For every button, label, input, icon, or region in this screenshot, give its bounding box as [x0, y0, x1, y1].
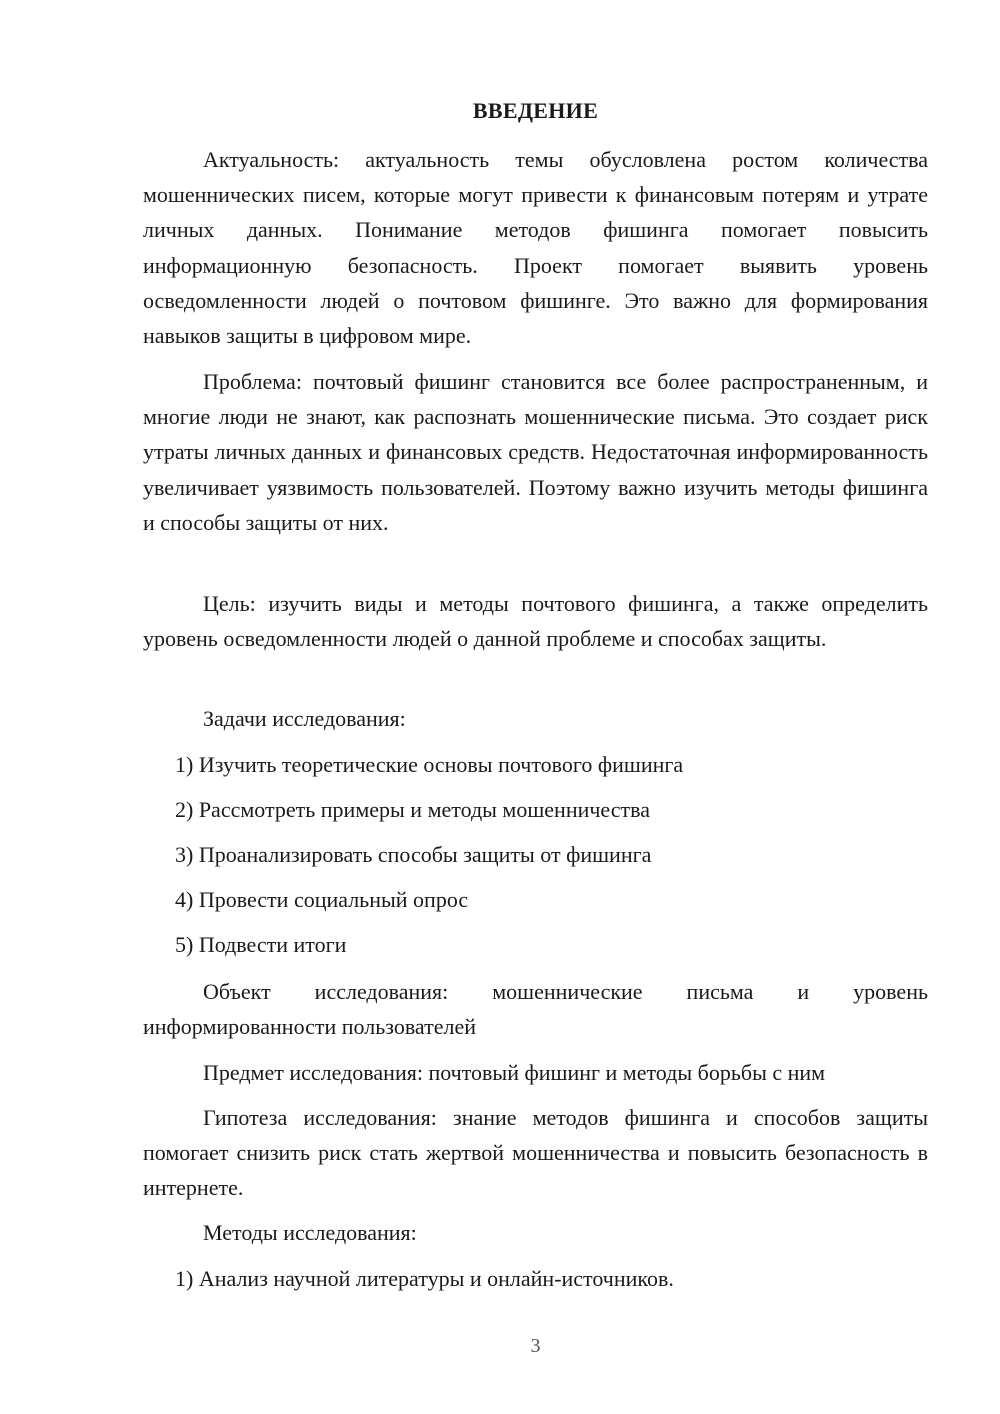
document-page	[143, 0, 928, 1414]
method-item: 1) Анализ научной литературы и онлайн-источников.	[175, 1266, 674, 1291]
page-number: 3	[530, 1335, 541, 1357]
hypothesis-paragraph: Гипотеза исследования: знание методов фишинга и способов защиты помогает снизить риск стать жертвой мошенничества и повысить безопасность в интернете.	[143, 1105, 928, 1201]
relevance-paragraph: Актуальность: актуальность темы обусловлена ростом количества мошеннических писем, которые могут привести к финансовым потерям и утрате личных данных. Понимание методов фишинга помогает повысить информационную безопасность. Проект помогает выявить уровень осведомленности людей о почтовом фишинге. Это важно для формирования навыков защиты в цифровом мире.	[143, 147, 928, 349]
task-item: 4) Провести социальный опрос	[175, 887, 469, 912]
task-item: 1) Изучить теоретические основы почтового фишинга	[175, 752, 684, 777]
subject-paragraph: Предмет исследования: почтовый фишинг и методы борьбы с ним	[203, 1060, 826, 1085]
object-paragraph: Объект исследования: мошеннические письма и уровень информированности пользователей	[143, 979, 928, 1040]
tasks-title: Задачи исследования:	[203, 706, 406, 731]
methods-title: Методы исследования:	[203, 1220, 417, 1245]
goal-paragraph: Цель: изучить виды и методы почтового фишинга, а также определить уровень осведомленности людей о данной проблеме и способах защиты.	[143, 591, 928, 652]
task-item: 2) Рассмотреть примеры и методы мошенничества	[175, 797, 650, 822]
task-item: 5) Подвести итоги	[175, 932, 347, 957]
section-heading: ВВЕДЕНИЕ	[472, 98, 599, 123]
task-item: 3) Проанализировать способы защиты от фишинга	[175, 842, 652, 867]
problem-paragraph: Проблема: почтовый фишинг становится все более распространенным, и многие люди не знают, как распознать мошеннические письма. Это создает риск утраты личных данных и финансовых средств. Недостаточная информированность увеличивает уязвимость пользователей. Поэтому важно изучить методы фишинга и способы защиты от них.	[143, 369, 928, 535]
